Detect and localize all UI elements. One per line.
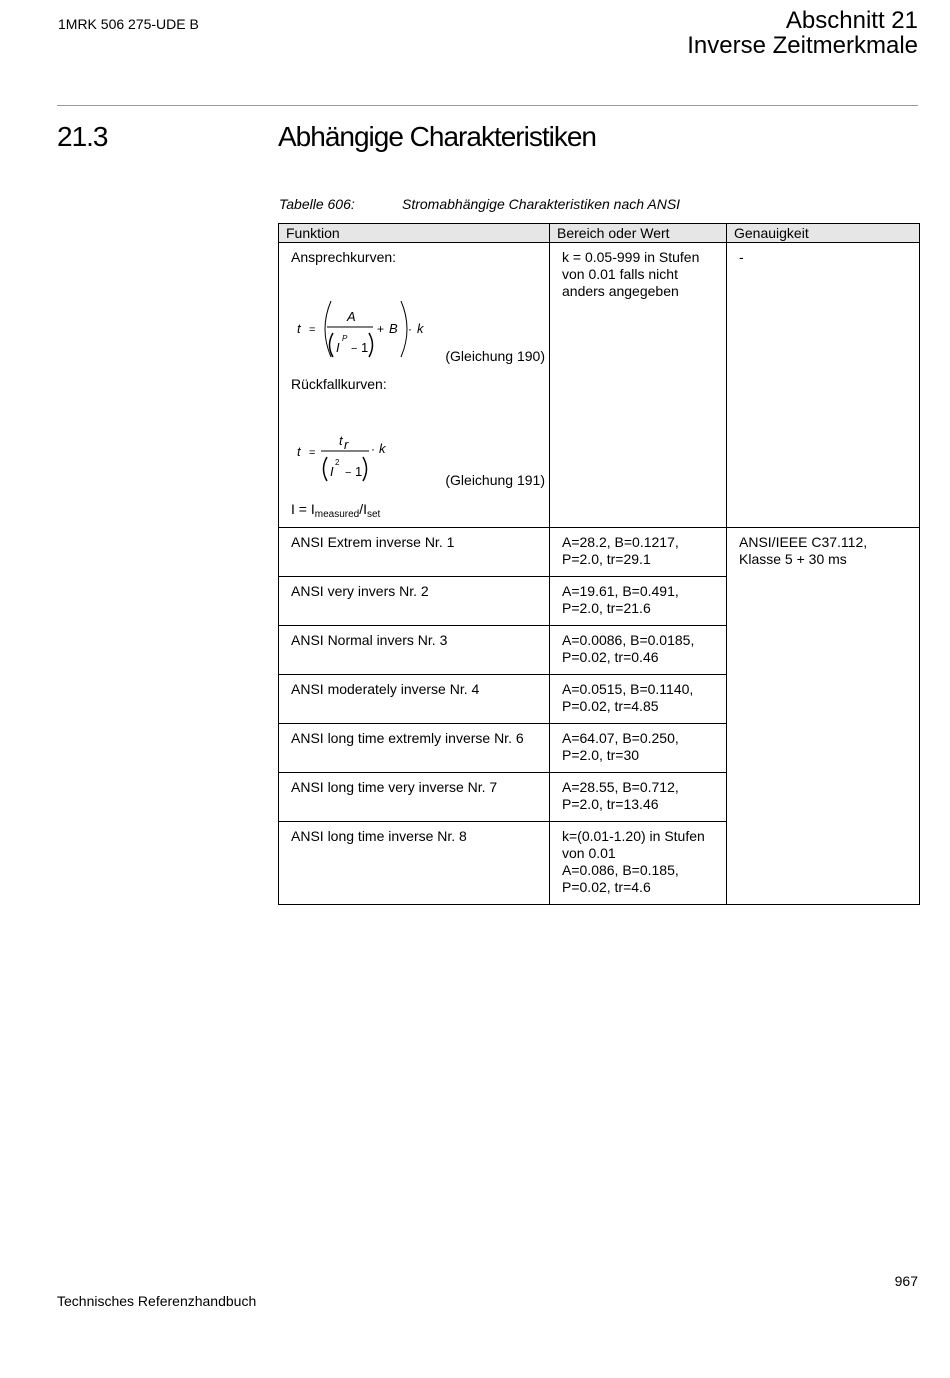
footer-book-title: Technisches Referenzhandbuch — [57, 1293, 257, 1309]
eq2-one: 1 — [355, 464, 363, 479]
table-caption-label: Tabelle 606: — [279, 196, 355, 212]
eq1-close-big-paren — [401, 301, 407, 357]
eq2-numerator: t — [339, 433, 343, 448]
equation-191 — [289, 427, 399, 483]
column-header-function: Funktion — [279, 224, 550, 243]
curve-value: A=28.55, B=0.712, P=2.0, tr=13.46 — [550, 773, 727, 822]
heading-title: Abhängige Charakteristiken — [278, 121, 596, 152]
eq1-lhs: t — [297, 321, 301, 336]
curve-value-line-1: k=(0.01-1.20) in Stufen von 0.01 — [562, 828, 705, 861]
column-header-range: Bereich oder Wert — [550, 224, 727, 243]
eq2-close-paren — [363, 457, 367, 481]
pickup-curves-label: Ansprechkurven: — [291, 249, 397, 265]
curve-value: A=0.0086, B=0.0185, P=0.02, tr=0.46 — [550, 626, 727, 675]
header-rule — [57, 105, 918, 106]
heading-number: 21.3 — [57, 121, 108, 152]
table-caption-text: Stromabhängige Charakteristiken nach ANSI — [402, 196, 681, 212]
page-number: 967 — [894, 1273, 918, 1289]
curve-name: ANSI long time inverse Nr. 8 — [279, 822, 550, 905]
document-id: 1MRK 506 275-UDE B — [58, 16, 199, 32]
equation-190-reference: (Gleichung 190) — [445, 348, 545, 364]
eq2-numerator-subscript: r — [344, 437, 349, 452]
current-definition-b: /I — [359, 501, 367, 517]
table-row — [279, 528, 920, 577]
reset-curves-label: Rückfallkurven: — [291, 376, 387, 392]
curve-value — [550, 822, 727, 905]
eq1-one: 1 — [361, 340, 369, 355]
eq1-numerator: A — [347, 309, 356, 324]
range-cell-general: k = 0.05-999 in Stufen von 0.01 falls nicht anders angegeben — [550, 243, 727, 528]
curve-name: ANSI very invers Nr. 2 — [279, 577, 550, 626]
eq2-equals: = — [309, 447, 316, 459]
curve-name: ANSI moderately inverse Nr. 4 — [279, 675, 550, 724]
eq2-dot: · — [371, 442, 375, 456]
equation-190 — [289, 299, 439, 363]
table-row-formulas — [279, 243, 920, 528]
eq1-minus: − — [351, 343, 358, 355]
eq2-denominator-exponent: 2 — [335, 458, 340, 467]
eq1-b: B — [389, 321, 398, 336]
current-definition-measured: measured — [314, 509, 360, 520]
eq2-open-paren — [324, 457, 328, 481]
column-header-accuracy: Genauigkeit — [727, 224, 920, 243]
formula-cell — [279, 243, 550, 528]
curve-value: A=0.0515, B=0.1140, P=0.02, tr=4.85 — [550, 675, 727, 724]
equation-191-reference: (Gleichung 191) — [445, 472, 545, 488]
eq2-lhs: t — [297, 444, 301, 459]
current-definition-set: set — [366, 509, 381, 520]
curve-value: A=19.61, B=0.491, P=2.0, tr=21.6 — [550, 577, 727, 626]
section-number: Abschnitt 21 — [785, 7, 918, 34]
section-name: Inverse Zeitmerkmale — [687, 32, 918, 59]
eq1-close-paren — [369, 333, 373, 357]
eq1-plus: + — [377, 322, 385, 336]
eq2-denominator-base: I — [330, 464, 334, 479]
current-definition-a: I = I — [291, 501, 315, 517]
section-title — [687, 8, 918, 58]
curve-name: ANSI Normal invers Nr. 3 — [279, 626, 550, 675]
eq1-denominator-base: I — [336, 340, 340, 355]
accuracy-cell-general: - — [727, 243, 920, 528]
accuracy-cell-ansi: ANSI/IEEE C37.112, Klasse 5 + 30 ms — [727, 528, 920, 905]
curve-value: A=64.07, B=0.250, P=2.0, tr=30 — [550, 724, 727, 773]
eq1-k: k — [417, 321, 424, 336]
ansi-characteristics-table — [278, 223, 920, 905]
eq2-minus: − — [345, 467, 352, 479]
eq1-dot: · — [408, 322, 412, 336]
curve-value: A=28.2, B=0.1217, P=2.0, tr=29.1 — [550, 528, 727, 577]
eq2-k: k — [379, 441, 386, 456]
eq1-denominator-exponent: P — [342, 334, 348, 343]
current-definition — [291, 501, 380, 518]
curve-name: ANSI long time extremly inverse Nr. 6 — [279, 724, 550, 773]
eq1-equals: = — [309, 324, 316, 336]
curve-value-line-2: A=0.086, B=0.185, P=0.02, tr=4.6 — [562, 862, 679, 895]
curve-name: ANSI Extrem inverse Nr. 1 — [279, 528, 550, 577]
curve-name: ANSI long time very inverse Nr. 7 — [279, 773, 550, 822]
table-header-row — [279, 224, 920, 243]
